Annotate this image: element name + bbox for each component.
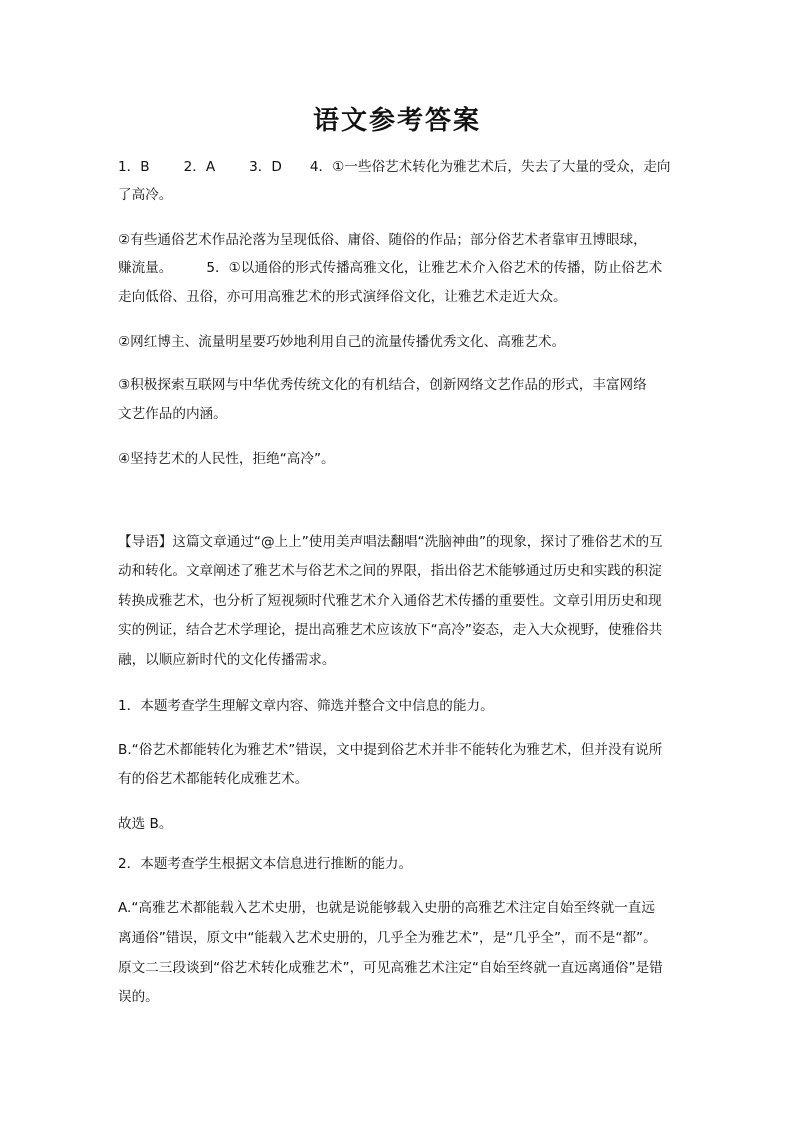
guide-line-5: 融，以顺应新时代的文化传播需求。 — [118, 652, 336, 668]
answer-3: 3．D — [249, 159, 282, 175]
page-title: 语文参考答案 — [312, 106, 481, 136]
guide-line-3: 转换成雅艺术，也分析了短视频时代雅艺术介入通俗艺术传播的重要性。文章引用历史和现 — [118, 593, 662, 609]
q2-line-4: 原文二三段谈到“俗艺术转化成雅艺术”，可见高雅艺术注定“自始至终就一直远离通俗”是错 — [118, 960, 663, 976]
guide-line-1 — [118, 533, 663, 551]
answer-5-point-4: ④坚持艺术的人民性，拒绝“高冷”。 — [118, 451, 335, 467]
q2-line-5: 误的。 — [118, 989, 159, 1005]
answer-5-point-3-line-1: ③积极探索互联网与中华优秀传统文化的有机结合，创新网络文艺作品的形式，丰富网络 — [118, 377, 647, 393]
answer-4-point-2-end: 赚流量。 — [118, 260, 173, 276]
answer-4-text: ①一些俗艺术转化为雅艺术后，失去了大量的受众，走向 — [332, 159, 671, 175]
q2-line-3: 离通俗”错误，原文中“能载入艺术史册的，几乎全为雅艺术”，是“几乎全”，而不是“都”。 — [118, 930, 657, 946]
guide-line-4: 实的例证，结合艺术学理论，提出高雅艺术应该放下“高冷”姿态，走入大众视野，使雅俗共 — [118, 622, 663, 638]
guide-label: 【导语】 — [118, 534, 173, 550]
answer-line-1 — [118, 158, 671, 176]
q1-line-1: 1．本题考查学生理解文章内容、筛选并整合文中信息的能力。 — [118, 698, 494, 714]
answer-4-line-2: 了高冷。 — [118, 187, 173, 203]
guide-line-2: 动和转化。文章阐述了雅艺术与俗艺术之间的界限，指出俗艺术能够通过历史和实践的积淀 — [118, 563, 662, 579]
answer-5-text: 5．①以通俗的形式传播高雅文化，让雅艺术介入俗艺术的传播，防止俗艺术 — [206, 260, 663, 276]
answer-5-line-2: 走向低俗、丑俗，亦可用高雅艺术的形式演绎俗文化，让雅艺术走近大众。 — [118, 289, 567, 305]
answer-1: 1．B — [118, 159, 150, 175]
answer-4-prefix: 4． — [309, 159, 333, 175]
answer-2: 2．A — [183, 159, 216, 175]
answer-5-point-2: ②网红博主、流量明星要巧妙地利用自己的流量传播优秀文化、高雅艺术。 — [118, 334, 566, 350]
q2-line-2: A.“高雅艺术都能载入艺术史册，也就是说能够载入史册的高雅艺术注定自始至终就一直远 — [118, 900, 655, 916]
guide-text-1: 这篇文章通过“@上上”使用美声唱法翻唱“洗脑神曲”的现象，探讨了雅俗艺术的互 — [172, 534, 663, 550]
q1-line-3: 有的俗艺术都能转化成雅艺术。 — [118, 771, 309, 787]
answer-5-point-3-line-2: 文艺作品的内涵。 — [118, 406, 227, 422]
q1-line-2: B.“俗艺术都能转化为雅艺术”错误，文中提到俗艺术并非不能转化为雅艺术，但并没有说所 — [118, 742, 663, 758]
answer-4-point-2-line-1: ②有些通俗艺术作品沦落为呈现低俗、庸俗、随俗的作品；部分俗艺术者靠审丑博眼球， — [118, 232, 647, 248]
answer-4-point-2-line-2 — [118, 259, 662, 277]
q2-line-1: 2．本题考查学生根据文本信息进行推断的能力。 — [118, 856, 413, 872]
q1-conclusion: 故选 B。 — [118, 816, 173, 832]
